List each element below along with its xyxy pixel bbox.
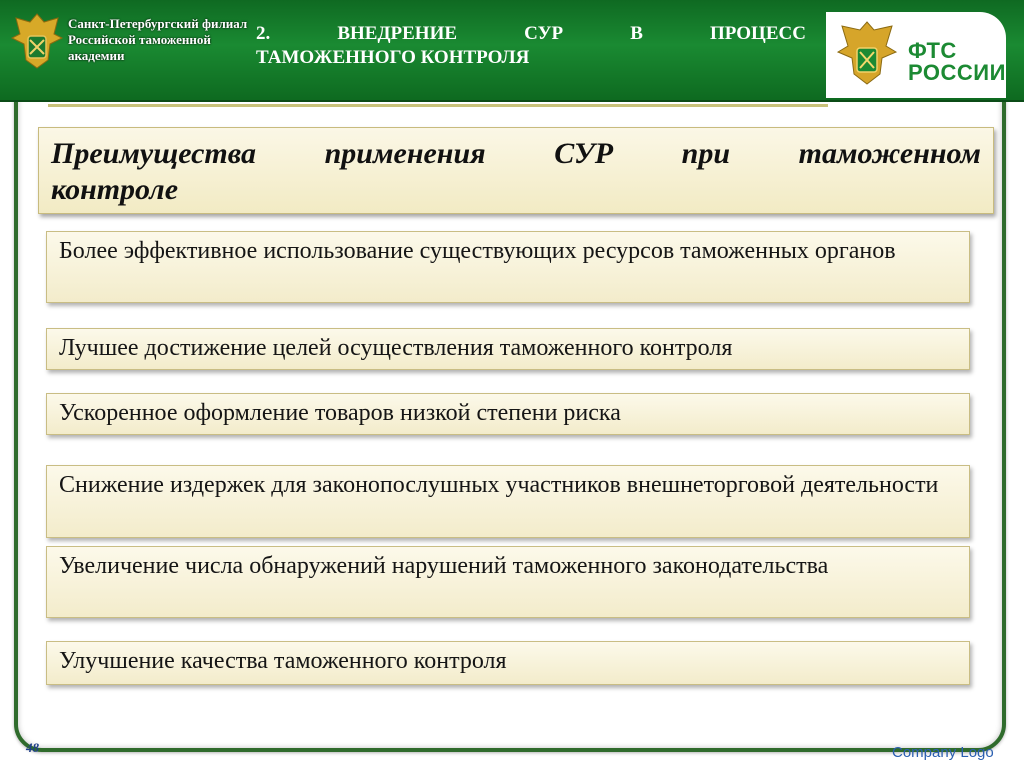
heading-line-1: Преимущества применения СУР при таможенном bbox=[51, 137, 981, 170]
advantage-item: Улучшение качества таможенного контроля bbox=[46, 641, 970, 685]
fts-logo: ФТС РОССИИ bbox=[908, 38, 1006, 85]
fts-eagle-icon bbox=[834, 18, 900, 88]
eagle-emblem-icon bbox=[8, 8, 66, 74]
heading-line-2: контроле bbox=[51, 173, 179, 206]
advantage-item: Лучшее достижение целей осуществления таможенного контроля bbox=[46, 328, 970, 370]
title-line-2: ТАМОЖЕННОГО КОНТРОЛЯ bbox=[256, 47, 530, 68]
company-logo: Company Logo bbox=[892, 744, 994, 761]
decorative-line bbox=[48, 104, 828, 107]
advantage-item: Увеличение числа обнаружений нарушений таможенного законодательства bbox=[46, 546, 970, 618]
page-number: 48 bbox=[26, 740, 39, 755]
advantage-item: Снижение издержек для законопослушных участников внешнеторговой деятельности bbox=[46, 465, 970, 538]
page-title bbox=[256, 22, 806, 70]
advantage-item: Более эффективное использование существующих ресурсов таможенных органов bbox=[46, 231, 970, 303]
section-heading bbox=[38, 127, 994, 214]
advantage-item: Ускоренное оформление товаров низкой степени риска bbox=[46, 393, 970, 435]
title-line-1: 2. ВНЕДРЕНИЕ СУР В ПРОЦЕСС bbox=[256, 23, 806, 44]
academy-name: Санкт-Петербургский филиал Российской таможенной академии bbox=[68, 16, 248, 63]
